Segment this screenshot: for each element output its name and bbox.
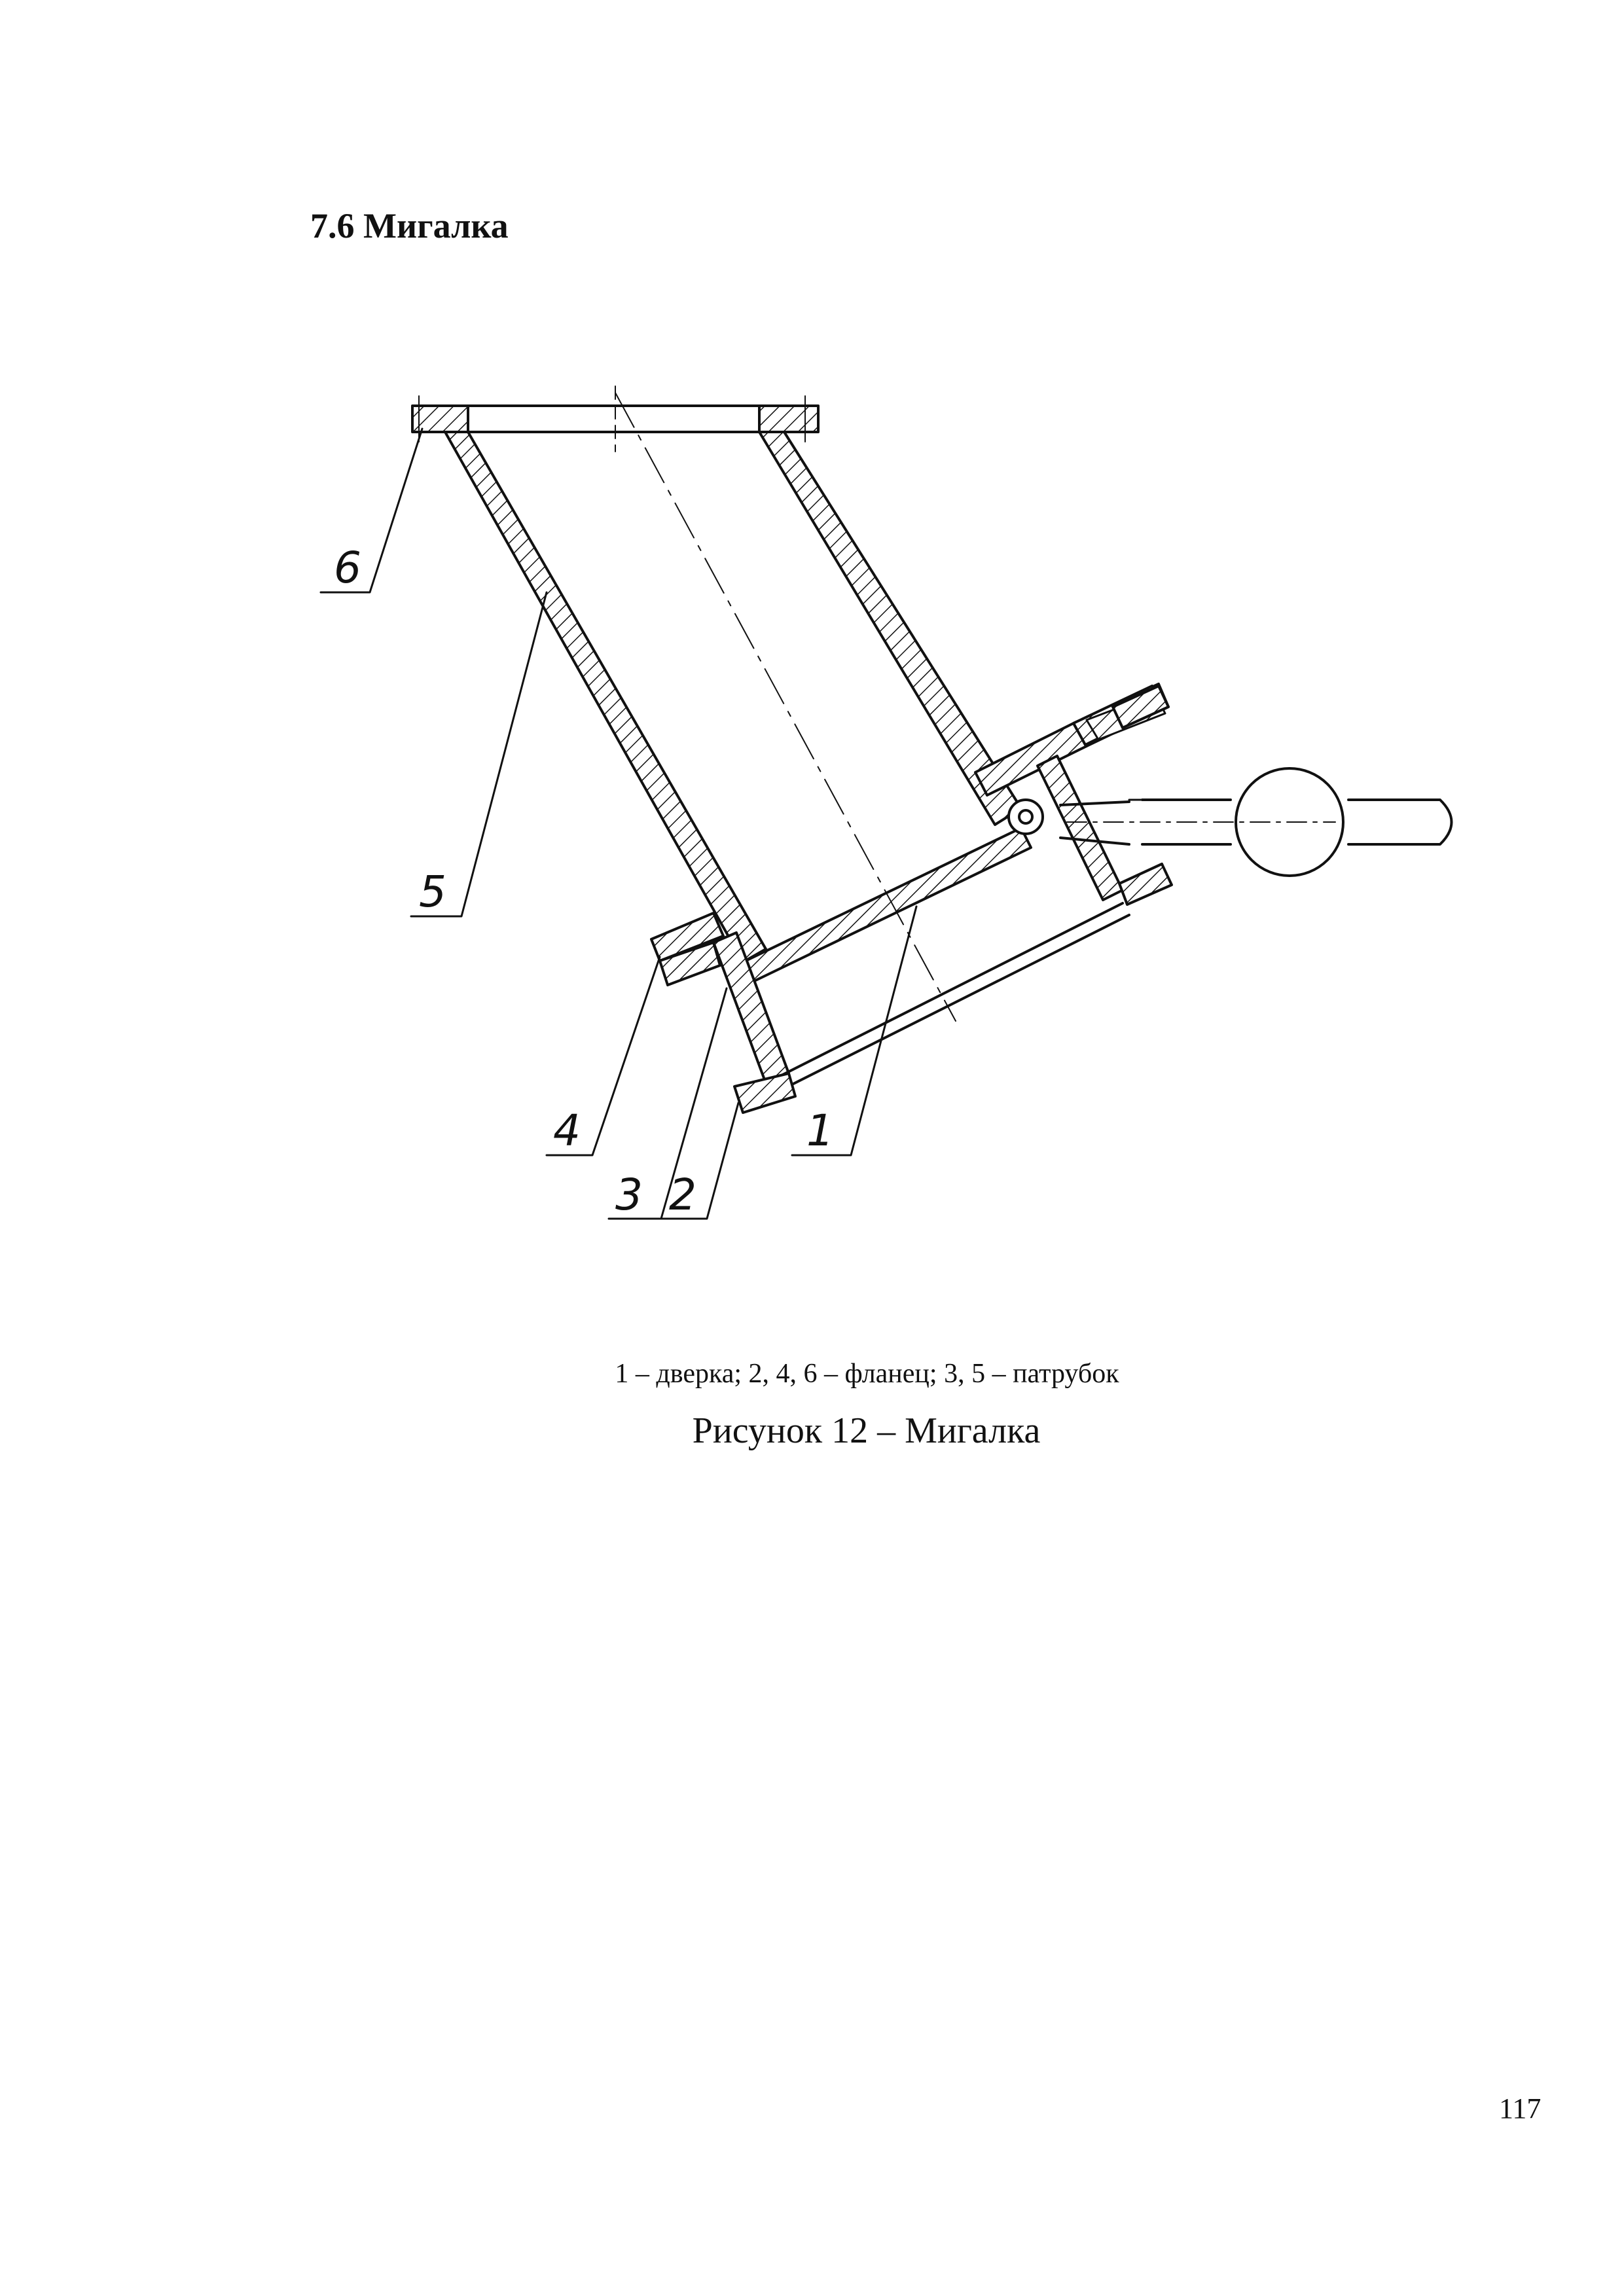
part-label-5: 5	[419, 867, 446, 917]
part-label-1: 1	[806, 1105, 834, 1156]
figure-legend: 1 – дверка; 2, 4, 6 – фланец; 3, 5 – патрубок	[615, 1359, 1119, 1389]
counterweight-lever	[1060, 768, 1452, 876]
door	[743, 828, 1031, 982]
part-label-3: 3	[615, 1170, 643, 1220]
hinge	[1009, 800, 1043, 834]
left-flange	[651, 913, 723, 985]
lower-pipe	[713, 756, 1129, 1094]
part-label-4: 4	[553, 1105, 581, 1156]
exit-pipe	[1074, 686, 1168, 745]
page-number: 117	[1499, 2092, 1542, 2125]
part-label-2: 2	[669, 1170, 696, 1220]
figure-caption: Рисунок 12 – Мигалка	[692, 1410, 1041, 1451]
section-heading: 7.6 Мигалка	[310, 206, 509, 245]
part-label-6: 6	[334, 543, 361, 593]
